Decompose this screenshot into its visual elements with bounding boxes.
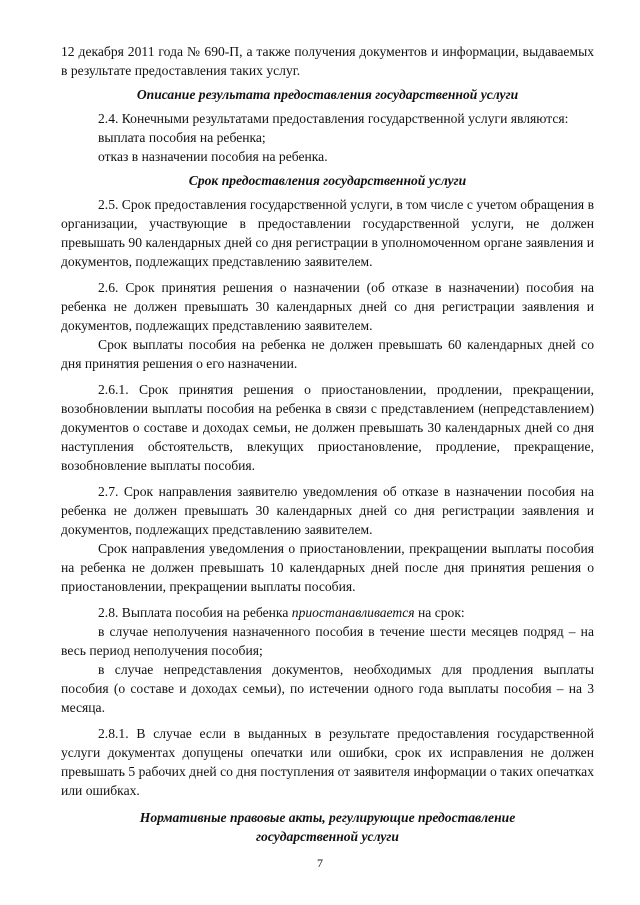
regulatory-acts-heading-line-1: Нормативные правовые акты, регулирующие предоставление [139,810,516,825]
continuation-paragraph: 12 декабря 2011 года № 690-П, а также получения документов и информации, выдаваемых в результате предоставления таких услуг. [61,44,594,78]
paragraph-2-7: 2.7. Срок направления заявителю уведомления об отказе в назначении пособия на ребенка не должен превышать 30 календарных дней со дня регистрации заявления и документов, подлежащих представлению заявителем. [61,484,594,537]
suspension-item-documents: в случае непредставления документов, необходимых для продления выплаты пособия (о составе и доходах семьи), по истечении одного года выплаты пособия – на 3 месяца. [61,662,594,715]
paragraph-2-8-1: 2.8.1. В случае если в выданных в результате предоставления государственной услуги документах допущены опечатки или ошибки, срок их исправления не должен превышать 5 рабочих дней со дня поступления от заявителя информации о таких опечатках или ошибках. [61,726,594,798]
paragraph-2-5: 2.5. Срок предоставления государственной услуги, в том числе с учетом обращения в организации, участвующие в предоставлении государственной услуги, не должен превышать 90 календарных дней со дня регистрации в уполномоченном органе заявления и документов, подлежащих представлению заявителем. [61,197,594,269]
result-description-heading: Описание результата предоставления государственной услуги [136,87,519,102]
regulatory-acts-heading [61,808,594,846]
paragraph-2-6-1: 2.6.1. Срок принятия решения о приостановлении, продлении, прекращении, возобновлении выплаты пособия на ребенка в связи с представлением (непредставлением) документов о составе и доходах семьи, не должен превышать 30 календарных дней со дня наступления обстоятельств, влекущих приостановление, продление, прекращение, возобновление выплаты пособия. [61,382,594,473]
result-list-item-payment: выплата пособия на ребенка; [98,130,266,145]
paragraph-2-8-prefix: 2.8. Выплата пособия на ребенка [98,605,289,620]
paragraph-2-8-emphasis: приостанавливается [291,605,415,620]
paragraph-2-8 [61,603,594,622]
paragraph-2-8-suffix: на срок: [417,605,465,620]
paragraph-2-6: 2.6. Срок принятия решения о назначении (об отказе в назначении) пособия на ребенка не должен превышать 30 календарных дней со дня регистрации заявления и документов, подлежащих представлению заявителем. [61,280,594,333]
paragraph-2-7-notification-term: Срок направления уведомления о приостановлении, прекращении выплаты пособия на ребенка не должен превышать 10 календарных дней после дня принятия решения о приостановлении, прекращении выплаты пособия. [61,541,594,594]
result-list-item-refusal: отказ в назначении пособия на ребенка. [98,149,328,164]
paragraph-2-4: 2.4. Конечными результатами предоставления государственной услуги являются: [98,111,569,126]
paragraph-2-6-payment-term: Срок выплаты пособия на ребенка не должен превышать 60 календарных дней со дня принятия решения о его назначении. [61,337,594,371]
page-number: 7 [317,856,323,870]
service-term-heading: Срок предоставления государственной услуги [188,173,467,188]
suspension-item-non-receipt: в случае неполучения назначенного пособия в течение шести месяцев подряд – на весь период неполучения пособия; [61,624,594,658]
regulatory-acts-heading-line-2: государственной услуги [256,829,399,844]
document-page [61,42,594,851]
